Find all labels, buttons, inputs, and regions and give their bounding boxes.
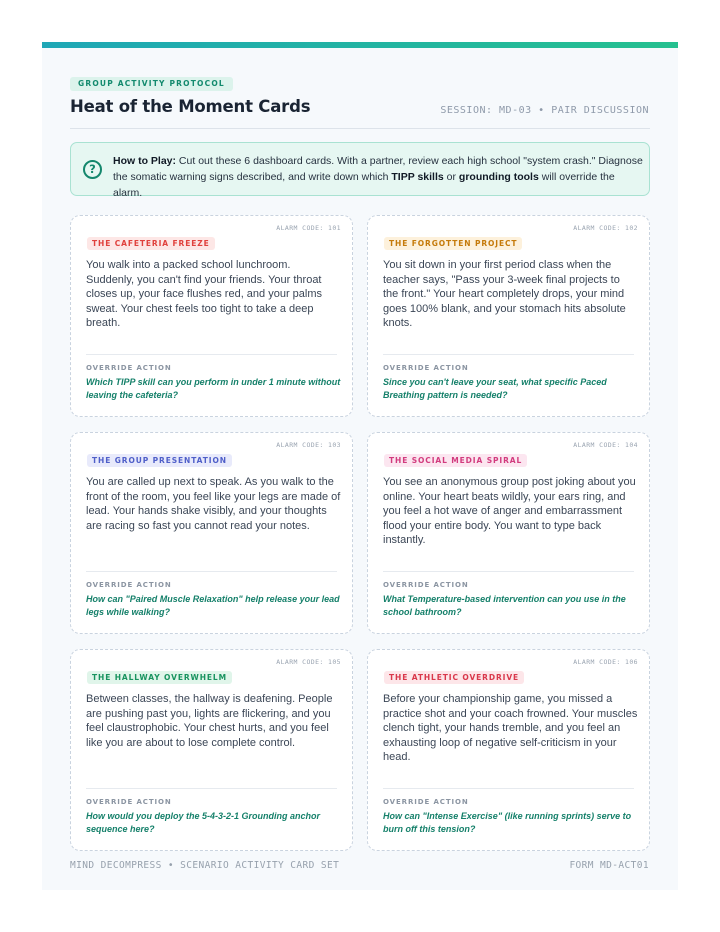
card-divider xyxy=(383,571,634,572)
how-to-play-callout xyxy=(70,142,650,199)
accent-bar xyxy=(42,42,678,48)
override-action-label: OVERRIDE ACTION xyxy=(383,364,469,372)
override-action-prompt: How would you deploy the 5-4-3-2-1 Grounding anchor sequence here? xyxy=(86,811,321,834)
how-to-play-body-2: or xyxy=(443,171,459,183)
card-divider xyxy=(383,788,634,789)
card-divider xyxy=(86,571,337,572)
scenario-card xyxy=(70,215,353,417)
alarm-code: ALARM CODE: 105 xyxy=(276,658,341,666)
scenario-description: You walk into a packed school lunchroom. Suddenly, you can't find your friends. Your throat closes up, your face flushes red, and your palms sweat. Your chest feels too tight to take a deep breath. xyxy=(86,259,323,330)
scenario-tag: THE CAFETERIA FREEZE xyxy=(87,237,215,250)
footer-series-label: MIND DECOMPRESS • SCENARIO ACTIVITY CARD SET xyxy=(70,860,340,871)
page-title: Heat of the Moment Cards xyxy=(70,97,311,116)
scenario-card xyxy=(367,432,650,634)
how-to-play-body-1: Cut out these 6 dashboard cards. With a partner, review each high school "system crash." Diagnose the somatic warning signs described, and write down which xyxy=(113,155,643,183)
alarm-code: ALARM CODE: 104 xyxy=(573,441,638,449)
scenario-description: Between classes, the hallway is deafening. People are pushing past you, lights are flickering, and you feel claustrophobic. Your chest hurts, and you feel like you are about to lose complete control. xyxy=(86,693,333,749)
override-action-prompt: Which TIPP skill can you perform in under 1 minute without leaving the cafeteria? xyxy=(86,377,341,400)
footer-form-id: FORM MD-ACT01 xyxy=(569,860,649,871)
scenario-description: Before your championship game, you missed a practice shot and your coach frowned. Your muscles clench tight, your hands tremble, and you feel an exhausting loop of negative self-criticism in your head. xyxy=(383,693,638,764)
scenario-description: You are called up next to speak. As you walk to the front of the room, you feel like your legs are made of lead. Your hands shake visibly, and your thoughts are racing so fast you cannot read your notes. xyxy=(86,476,341,532)
scenario-card xyxy=(70,649,353,851)
card-divider xyxy=(383,354,634,355)
scenario-tag: THE FORGOTTEN PROJECT xyxy=(384,237,522,250)
grounding-tools-emphasis: grounding tools xyxy=(458,171,539,183)
scenario-card xyxy=(367,649,650,851)
scenario-description: You see an anonymous group post joking about you online. Your heart beats wildly, your ears ring, and you feel a hot wave of anger and embarrassment flood your entire body. You want to type back instantly. xyxy=(383,476,636,547)
override-action-label: OVERRIDE ACTION xyxy=(86,798,172,806)
how-to-play-label: How to Play: xyxy=(113,155,177,167)
override-action-prompt: Since you can't leave your seat, what specific Paced Breathing pattern is needed? xyxy=(383,377,607,400)
override-action-prompt: How can "Intense Exercise" (like running sprints) serve to burn off this tension? xyxy=(383,811,632,834)
scenario-tag: THE GROUP PRESENTATION xyxy=(87,454,232,467)
override-action-label: OVERRIDE ACTION xyxy=(86,364,172,372)
scenario-tag: THE ATHLETIC OVERDRIVE xyxy=(384,671,524,684)
tipp-skills-emphasis: TIPP skills xyxy=(391,171,444,183)
override-action-prompt: What Temperature-based intervention can you use in the school bathroom? xyxy=(383,594,626,617)
how-to-play-body-3: will override the alarm. xyxy=(113,171,615,199)
override-action-label: OVERRIDE ACTION xyxy=(86,581,172,589)
alarm-code: ALARM CODE: 101 xyxy=(276,224,341,232)
alarm-code: ALARM CODE: 106 xyxy=(573,658,638,666)
activity-sheet xyxy=(42,42,678,890)
question-circle-icon: ? xyxy=(83,160,102,179)
header-divider xyxy=(70,128,650,129)
scenario-tag: THE SOCIAL MEDIA SPIRAL xyxy=(384,454,527,467)
override-action-label: OVERRIDE ACTION xyxy=(383,798,469,806)
scenario-description: You sit down in your first period class when the teacher says, "Pass your 3-week final projects to the front." Your heart completely drops, your mind goes 100% blank, and your stomach hits absolute knots. xyxy=(383,259,626,330)
override-action-prompt: How can "Paired Muscle Relaxation" help release your lead legs while walking? xyxy=(86,594,340,617)
alarm-code: ALARM CODE: 102 xyxy=(573,224,638,232)
alarm-code: ALARM CODE: 103 xyxy=(276,441,341,449)
scenario-card xyxy=(70,432,353,634)
session-label: SESSION: MD-03 • PAIR DISCUSSION xyxy=(440,105,649,116)
card-divider xyxy=(86,354,337,355)
scenario-tag: THE HALLWAY OVERWHELM xyxy=(87,671,232,684)
how-to-play-text xyxy=(113,153,643,201)
override-action-label: OVERRIDE ACTION xyxy=(383,581,469,589)
protocol-badge: GROUP ACTIVITY PROTOCOL xyxy=(70,77,233,91)
scenario-card xyxy=(367,215,650,417)
card-divider xyxy=(86,788,337,789)
